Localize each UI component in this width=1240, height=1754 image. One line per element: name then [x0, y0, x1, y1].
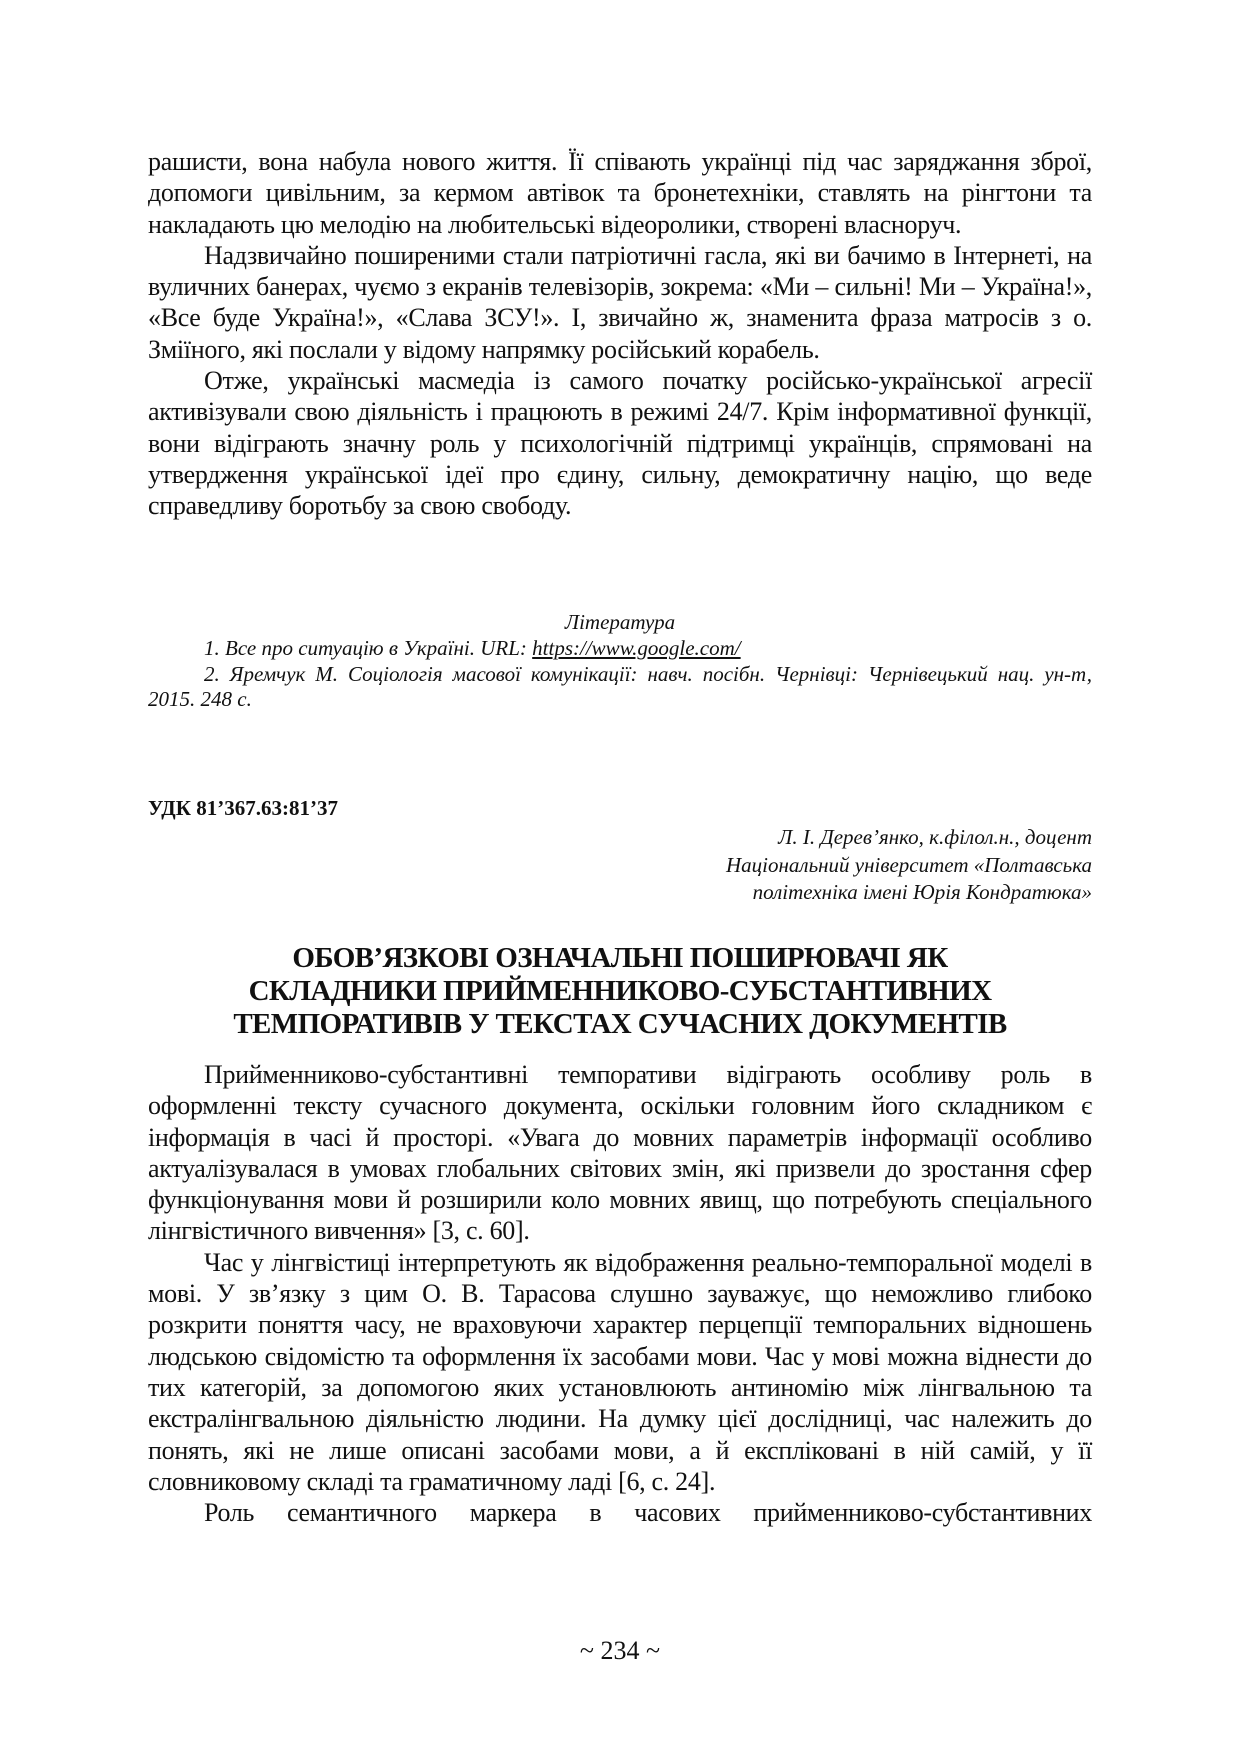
- article-body: [148, 1059, 1092, 1560]
- title-line: ТЕМПОРАТИВІВ У ТЕКСТАХ СУЧАСНИХ ДОКУМЕНТІВ: [233, 1008, 1007, 1040]
- reference-link[interactable]: https://www.google.com/: [532, 635, 741, 660]
- paragraph: Час у лінгвістиці інтерпретують як відображення реально-темпоральної моделі в мові. У зв’язку з цим О. В. Тарасова слушно зауважує, що неможливо глибоко розкрити поняття часу, не враховуючи характер перцепції темпоральних відношень людською свідомістю та оформлення їх засобами мови. Час у мові можна віднести до тих категорій, за допомогою яких установлюють антиномію між лінгвальною та екстралінгвальною діяльністю людини. На думку цієї дослідниці, час належить до понять, які не лише описані засобами мови, а й експліковані в ній самій, у її словниковому складі та граматичному ладі [6, с. 24].: [148, 1247, 1092, 1496]
- paragraph: Надзвичайно поширеними стали патріотичні гасла, які ви бачимо в Інтернеті, на вуличних банерах, чуємо з екранів телевізорів, зокрема: «Ми – сильні! Ми – Україна!», «Все буде Україна!», «Слава ЗСУ!». І, звичайно ж, знаменита фраза матросів з о. Зміїного, які послали у відому напрямку російський корабель.: [148, 240, 1092, 364]
- author-affiliation: Національний університет «Полтавська: [726, 852, 1092, 877]
- references-heading: Література: [564, 610, 676, 634]
- paragraph: рашисти, вона набула нового життя. Її співають українці під час заряджання зброї, допомоги цивільним, за кермом автівок та бронетехніки, ставлять на рінгтони та накладають цю мелодію на любительські відеоролики, створені власноруч.: [148, 147, 1092, 239]
- article-title: [148, 942, 1092, 1041]
- page-number: ~ 234 ~: [579, 1636, 661, 1665]
- reference-text: 1. Все про ситуацію в Україні. URL:: [204, 635, 533, 660]
- references-section: [148, 610, 1092, 713]
- reference-item: 2. Яремчук М. Соціологія масової комунікації: навч. посібн. Чернівці: Чернівецький нац. ун-т, 2015. 248 с.: [148, 661, 1092, 712]
- author-name: Л. І. Дерев’янко, к.філол.н., доцент: [778, 825, 1092, 849]
- title-line: СКЛАДНИКИ ПРИЙМЕННИКОВО-СУБСТАНТИВНИХ: [248, 975, 992, 1007]
- author-affiliation: політехніка імені Юрія Кондратюка»: [752, 880, 1092, 904]
- title-line: ОБОВ’ЯЗКОВІ ОЗНАЧАЛЬНІ ПОШИРЮВАЧІ ЯК: [292, 942, 948, 974]
- author-block: [492, 824, 1092, 907]
- previous-article-ending: [148, 146, 1092, 522]
- udk-code: УДК 81’367.63:81’37: [148, 796, 338, 820]
- reference-item: [148, 636, 1092, 662]
- paragraph: Роль семантичного маркера в часових прийменниково-субстантивних: [204, 1498, 1092, 1528]
- paragraph: Прийменниково-субстантивні темпоративи відіграють особливу роль в оформленні тексту сучасного документа, оскільки головним його складником є інформація в часі й просторі. «Увага до мовних параметрів інформації особливо актуалізувалася в умовах глобальних світових змін, які призвели до зростання сфер функціонування мови й розширили коло мовних явищ, що потребують спеціального лінгвістичного вивчення» [3, с. 60].: [148, 1060, 1092, 1246]
- paragraph: Отже, українські масмедіа із самого початку російсько-української агресії активізували свою діяльність і працюють в режимі 24/7. Крім інформативної функції, вони відіграють значну роль у психологічній підтримці українців, спрямовані на утвердження української ідеї про єдину, сильну, демократичну націю, що веде справедливу боротьбу за свою свободу.: [148, 366, 1092, 521]
